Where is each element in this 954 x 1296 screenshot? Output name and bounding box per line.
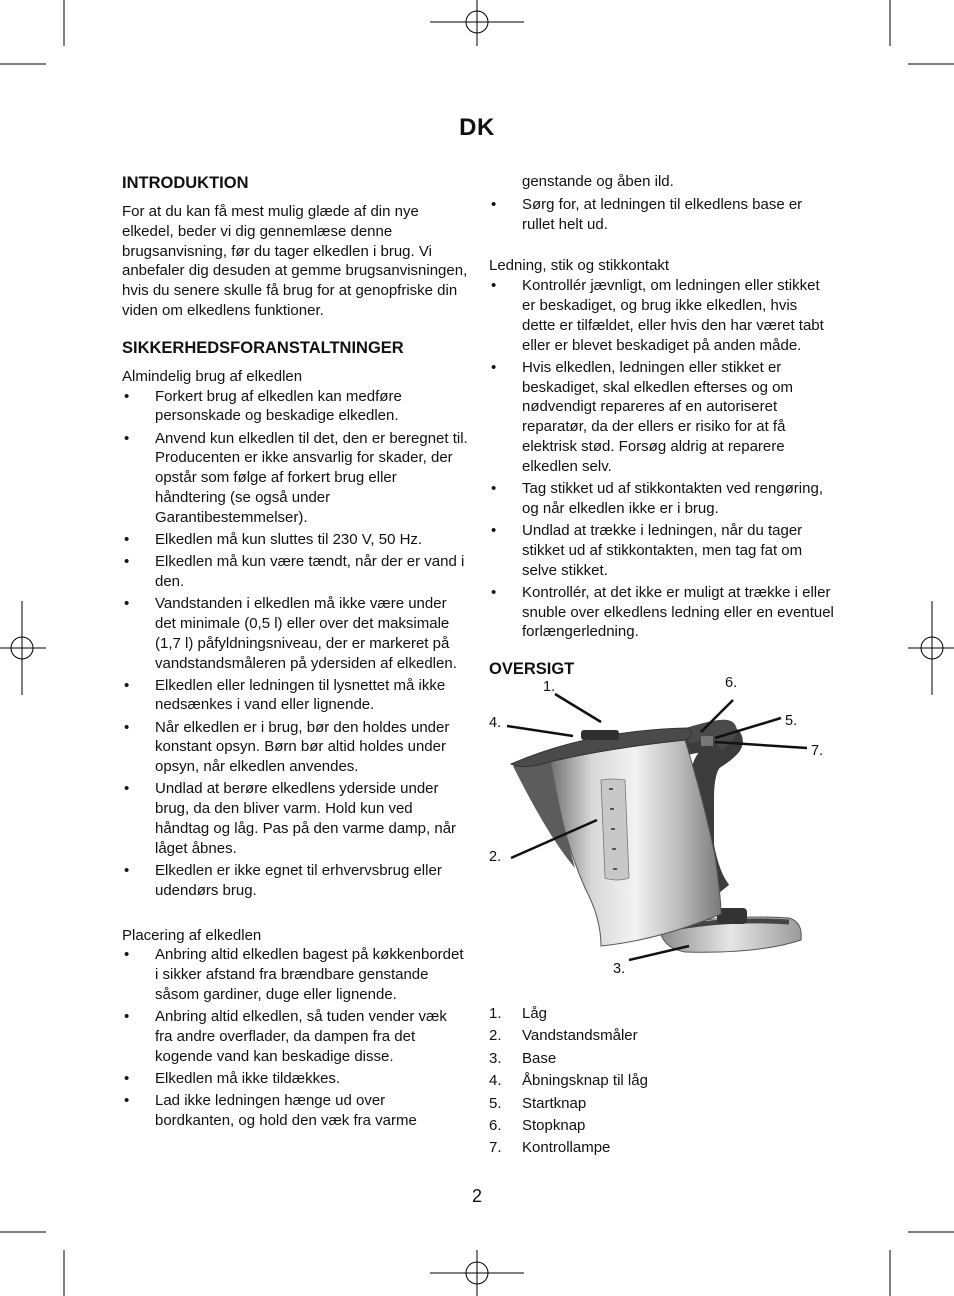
left-column [122,172,468,1133]
list-item: • Undlad at berøre elkedlens yderside under brug, da den bliver varm. Hold kun ved håndtag og låg. Pas på den varme damp, når låget åbnes. [122,779,468,858]
list-item: • Kontrollér, at det ikke er muligt at trække i eller snuble over elkedlens ledning eller en eventuel forlængerledning. [489,583,834,642]
kettle-diagram [489,675,834,998]
callout-3: 3. [613,961,626,978]
callout-5: 5. [785,713,798,730]
page-number: 2 [471,1186,482,1206]
list-item: • Undlad at trække i ledningen, når du tager stikket ud af stikkontakten, men tag fat om selve stikket. [489,521,834,580]
intro-heading: INTRODUKTION [122,174,249,192]
list-item: • Elkedlen er ikke egnet til erhvervsbrug eller udendørs brug. [122,861,468,901]
list-item: • Anbring altid elkedlen, så tuden vender væk fra andre overflader, da dampen fra det kogende vand kan beskadige disse. [122,1007,468,1066]
list-item: 3. Base [489,1049,557,1067]
list-item: • Forkert brug af elkedlen kan medføre personskade og beskadige elkedlen. [122,387,468,427]
list-item: • Sørg for, at ledningen til elkedlens base er rullet helt ud. [489,195,834,235]
list-item: • Tag stikket ud af stikkontakten ved rengøring, og når elkedlen ikke er i brug. [489,479,834,519]
list-item: • Elkedlen må kun være tændt, når der er vand i den. [122,552,468,592]
list-item: • Når elkedlen er i brug, bør den holdes under konstant opsyn. Børn bør altid holdes under opsyn, når elkedlen anvendes. [122,718,468,777]
list-item: 6. Stopknap [489,1117,586,1135]
overview-heading: OVERSIGT [489,660,575,679]
placement-continuation: genstande og åben ild. [522,173,674,190]
list-item: 2. Vandstandsmåler [489,1027,638,1045]
right-column [489,172,834,1161]
list-item: • Anbring altid elkedlen bagest på køkkenbordet i sikker afstand fra brændbare genstande såsom gardiner, duge eller lignende. [122,945,468,1004]
parts-list [489,1004,834,1158]
callout-2: 2. [489,849,502,866]
general-subheading: Almindelig brug af elkedlen [122,367,303,385]
placement-list-continued [489,195,834,235]
cord-list [489,276,834,642]
list-item: • Vandstanden i elkedlen må ikke være under det minimale (0,5 l) eller over det maksimale (1,7 l) påfyldningsniveau, der er markeret på vandstandsmåleren på ydersiden af elkedlen. [122,594,468,673]
safety-heading: SIKKERHEDSFORANSTALTNINGER [122,338,404,357]
list-item: • Elkedlen eller ledningen til lysnettet må ikke nedsænkes i vand eller lignende. [122,676,468,716]
list-item: 4. Åbningsknap til låg [489,1072,648,1090]
cord-subheading: Ledning, stik og stikkontakt [489,257,670,275]
list-item: 7. Kontrollampe [489,1139,611,1157]
callout-1: 1. [543,679,556,696]
callout-4: 4. [489,715,502,732]
list-item: • Hvis elkedlen, ledningen eller stikket er beskadiget, skal elkedlen efterses og om nødvendigt repareres af en autoriseret reparatør, da der ellers er risiko for at få elektrisk stød. Forsøg aldrig at reparere elkedlen selv. [489,358,834,477]
language-header: DK [459,114,495,141]
kettle-illustration [489,678,834,998]
intro-text: For at du kan få mest mulig glæde af din nye elkedel, beder vi dig gennemlæse denne brugsanvisning, før du tager elkedlen i brug. Vi anbefaler dig desuden at gemme brugsanvisningen, hvis du senere skulle få brug for at genopfriske din viden om elkedlens funktioner. [122,203,468,319]
list-item: • Anvend kun elkedlen til det, den er beregnet til. Producenten er ikke ansvarlig for skader, der opstår som følge af forkert brug eller håndtering (se også under Garantibestemmelser). [122,429,468,528]
placement-subheading: Placering af elkedlen [122,926,262,944]
general-list [122,387,468,901]
callout-7: 7. [811,743,824,760]
list-item: • Kontrollér jævnligt, om ledningen eller stikket er beskadiget, og brug ikke elkedlen, hvis dette er tilfældet, eller hvis den har været tabt eller er blevet beskadiget på anden måde. [489,276,834,355]
list-item: • Elkedlen må kun sluttes til 230 V, 50 Hz. [122,530,468,550]
placement-list [122,945,468,1130]
list-item: 1. Låg [489,1005,548,1023]
list-item: 5. Startknap [489,1094,587,1112]
list-item: • Lad ikke ledningen hænge ud over bordkanten, og hold den væk fra varme [122,1091,468,1131]
list-item: • Elkedlen må ikke tildækkes. [122,1069,468,1089]
callout-6: 6. [725,675,738,692]
